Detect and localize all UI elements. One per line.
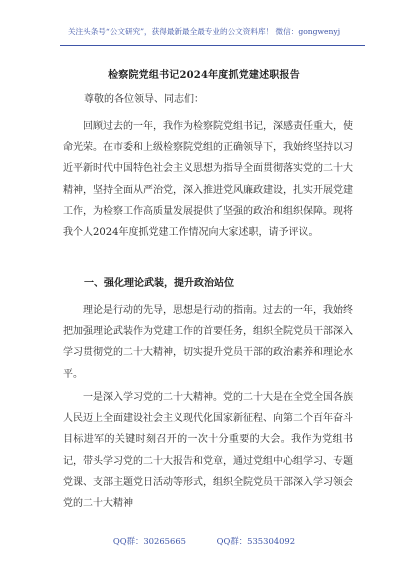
section1-paragraph: 理论是行动的先导，思想是行动的指南。过去的一年，我始终把加强理论武装作为党建工作的首要任务，组织全院党员干部深入学习贯彻党的二十大精神，切实提升党员干部的政治素养和理论水平。 [63, 305, 353, 380]
section1-block-2 [63, 387, 353, 520]
section1-block-1 [63, 300, 353, 385]
footer-contact [0, 535, 408, 547]
header-note: 关注头条号“公文研究”，获得最新最全最专业的公文资料库！ 微信：gongwenyj [67, 27, 341, 36]
section-heading: 一、强化理论武装，提升政治站位 [84, 278, 234, 289]
section1-paragraph: 一是深入学习党的二十大精神。党的二十大是在全党全国各族人民迈上全面建设社会主义现代化国家新征程、向第二个百年奋斗目标进军的关键时刻召开的一次十分重要的大会。我作为党组书记，带头学习党的二十大报告和党章，通过党组中心组学习、专题党课、支部主题党日活动等形式，组织全院党员干部深入学习领会党的二十大精神 [63, 392, 353, 510]
intro-block [63, 116, 353, 243]
header-divider [60, 45, 365, 46]
salutation: 尊敬的各位领导、同志们： [84, 94, 204, 105]
document-title: 检察院党组书记2024年度抓党建述职报告 [108, 70, 300, 81]
footer-qq-group: QQ群：30265665 [112, 536, 186, 546]
intro-paragraph: 回顾过去的一年，我作为检察院党组书记，深感责任重大，使命光荣。在市委和上级检察院党组的正确领导下，我始终坚持以习近平新时代中国特色社会主义思想为指导全面贯彻落实党的二十大精神，坚持全面从严治党，深入推进党风廉政建设，扎实开展党建工作，为检察工作高质量发展提供了坚强的政治和组织保障。现将我个人2024年度抓党建工作情况向大家述职，请予评议。 [63, 121, 353, 239]
footer-qq-group: QQ群：535304092 [216, 536, 296, 546]
